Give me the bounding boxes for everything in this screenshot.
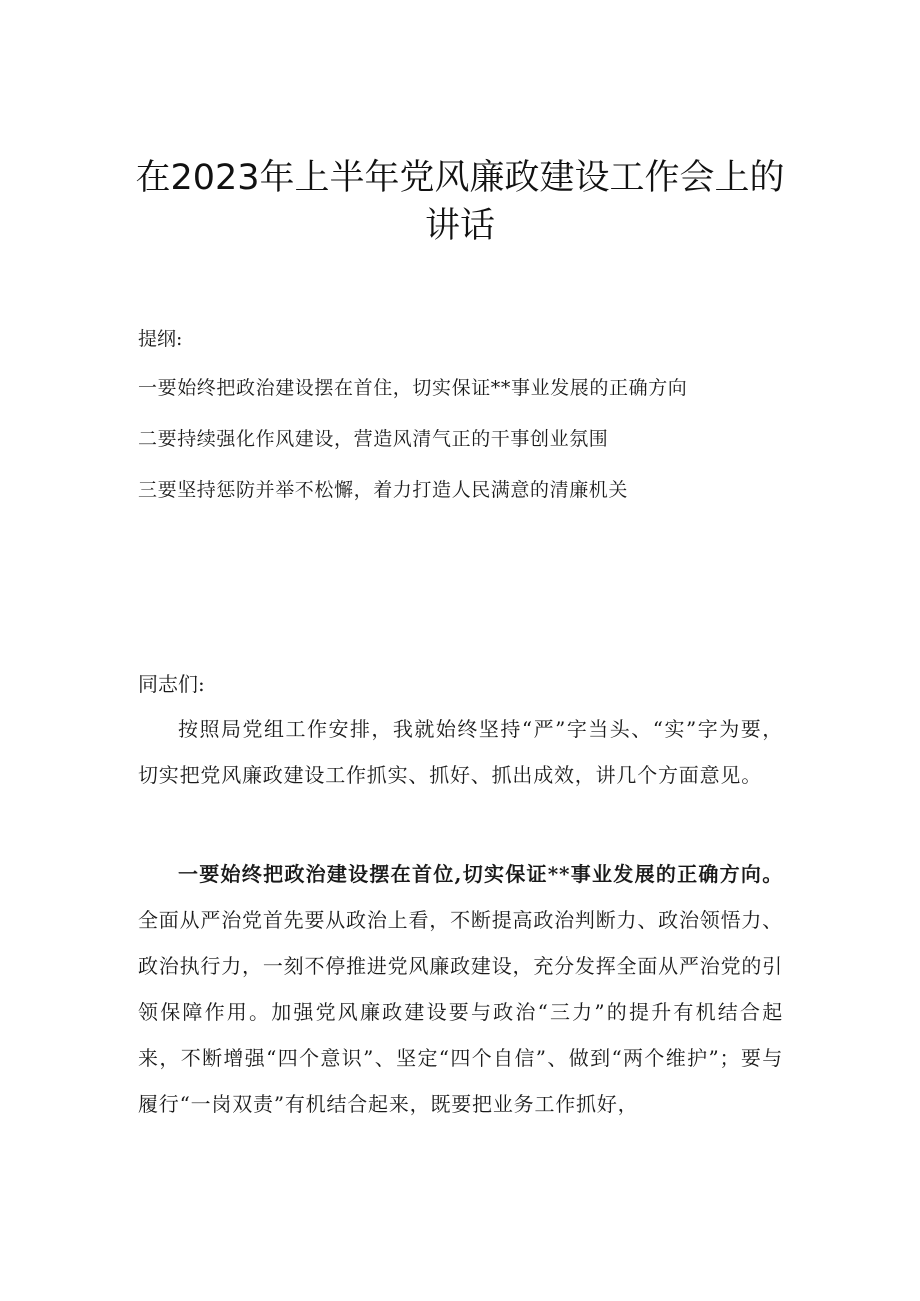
- outline-item: 二要持续强化作风建设，营造风清气正的干事创业氛围: [138, 428, 609, 450]
- greeting: 同志们:: [138, 672, 205, 696]
- outline-item: 一要始终把政治建设摆在首住，切实保证**事业发展的正确方向: [138, 377, 688, 399]
- section-1-paragraph: [138, 851, 783, 1127]
- outline-item: 三要坚持惩防并举不松懈，着力打造人民满意的清廉机关: [138, 479, 629, 501]
- outline-label: 提纲:: [138, 328, 183, 350]
- document-title-line-1: 在2023年上半年党风廉政建设工作会上的: [135, 158, 785, 198]
- section-1-heading: 一要始终把政治建设摆在首位,切实保证**事业发展的正确方向。: [178, 862, 783, 886]
- section-1-body: 全面从严治党首先要从政治上看，不断提高政治判断力、政治领悟力、政治执行力，一刻不停推进党风廉政建设，充分发挥全面从严治党的引领保障作用。加强党风廉政建设要与政治“三力”的提升有机结合起来，不断增强“四个意识”、坚定“四个自信”、做到“两个维护”；要与履行“一岗双责”有机结合起来，既要把业务工作抓好，: [138, 908, 783, 1116]
- intro-paragraph: 按照局党组工作安排，我就始终坚持“严”字当头、“实”字为要，切实把党风廉政建设工作抓实、抓好、抓出成效，讲几个方面意见。: [138, 717, 783, 787]
- outline-list: [138, 375, 687, 528]
- document-title-line-2: 讲话: [424, 206, 495, 246]
